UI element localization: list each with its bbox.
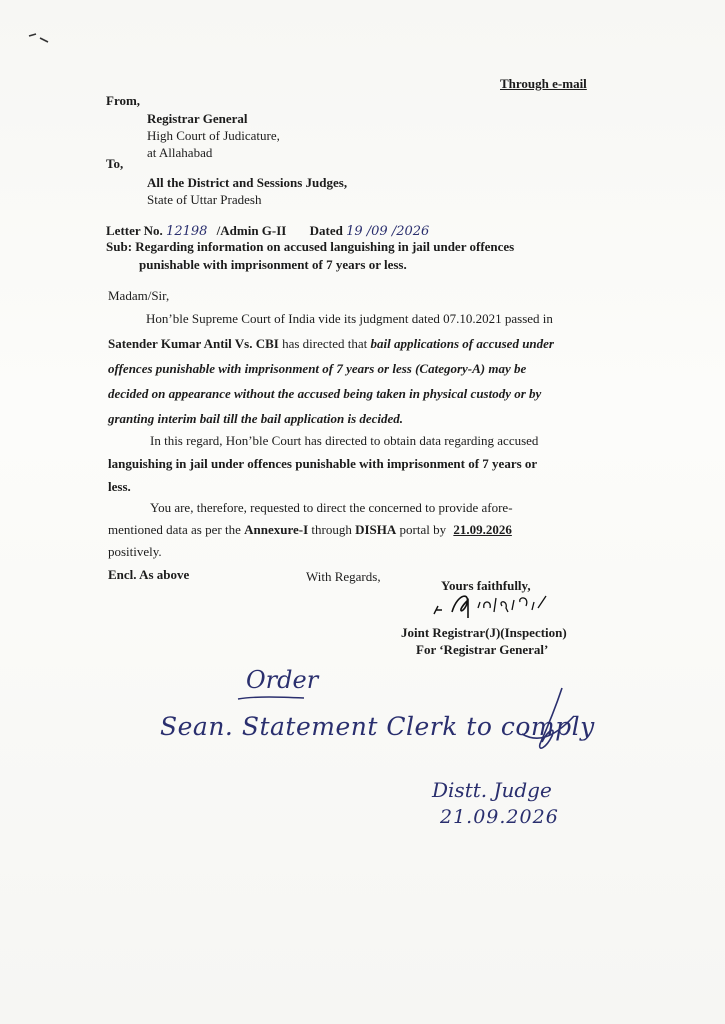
para3-text-b: through xyxy=(308,522,356,537)
letter-number: 12198 xyxy=(166,224,208,239)
para1-line2 xyxy=(108,336,554,352)
through-email-label: Through e-mail xyxy=(500,76,587,91)
handwritten-instruction: Sean. Statement Clerk to comply xyxy=(160,712,595,741)
para3-text-a: mentioned data as per the xyxy=(108,522,245,537)
salutation: Madam/Sir, xyxy=(108,288,170,303)
letter-line xyxy=(106,223,429,239)
subject-label: Sub: xyxy=(106,239,133,254)
para1-line1: Hon’ble Supreme Court of India vide its judgment dated 07.10.2021 passed in xyxy=(146,311,553,326)
subject-text-1: Regarding information on accused languishing in jail under offences xyxy=(135,239,515,254)
from-line2: at Allahabad xyxy=(147,145,213,160)
enclosure-note: Encl. As above xyxy=(108,567,190,582)
para3-line2 xyxy=(108,522,512,538)
para2-line2: languishing in jail under offences punishable with imprisonment of 7 years or xyxy=(108,456,538,471)
deadline-date: 21.09.2026 xyxy=(453,522,512,537)
letter-no-label: Letter No. xyxy=(106,223,163,238)
subject-text-2: punishable with imprisonment of 7 years or less. xyxy=(139,257,407,272)
endorsement-flourish xyxy=(512,686,582,764)
yours-faithfully: Yours faithfully, xyxy=(441,578,531,593)
order-underline xyxy=(236,694,306,702)
para1-line2-text: has directed that xyxy=(278,336,371,351)
from-line1: High Court of Judicature, xyxy=(147,128,280,143)
para3-line1: You are, therefore, requested to direct the concerned to provide afore- xyxy=(150,500,513,515)
to-line1: State of Uttar Pradesh xyxy=(147,192,262,207)
para3-line3: positively. xyxy=(108,544,162,559)
handwritten-order: Order xyxy=(246,666,319,694)
subject-line1 xyxy=(106,239,514,255)
para1-line4: decided on appearance without the accused being taken in physical custody or by xyxy=(108,386,542,401)
scan-mark xyxy=(28,30,50,44)
admin-ref: /Admin G-II xyxy=(216,223,287,238)
para1-line3: offences punishable with imprisonment of 7 years or less (Category-A) may be xyxy=(108,361,527,376)
signatory-designation: Joint Registrar(J)(Inspection) xyxy=(401,625,567,640)
handwritten-judge: Distt. Judge xyxy=(432,778,552,802)
para2-line3: less. xyxy=(108,479,131,494)
letter-date: 19 /09 /2026 xyxy=(346,224,430,239)
from-name: Registrar General xyxy=(147,111,248,126)
para1-line5: granting interim bail till the bail application is decided. xyxy=(108,411,404,426)
dated-label: Dated xyxy=(309,223,343,238)
with-regards: With Regards, xyxy=(306,569,381,584)
para2-line1: In this regard, Hon’ble Court has directed to obtain data regarding accused xyxy=(150,433,539,448)
registrar-signature xyxy=(428,588,568,622)
case-name: Satender Kumar Antil Vs. CBI xyxy=(108,336,279,351)
signatory-for: For ‘Registrar General’ xyxy=(416,642,549,657)
portal-name: DISHA xyxy=(355,522,397,537)
handwritten-date: 21.09.2026 xyxy=(440,806,559,828)
para1-line2-italic: bail applications of accused under xyxy=(370,336,554,351)
to-label: To, xyxy=(106,156,124,171)
to-name: All the District and Sessions Judges, xyxy=(147,175,348,190)
annexure-ref: Annexure-I xyxy=(244,522,309,537)
para3-text-c: portal by xyxy=(396,522,450,537)
from-label: From, xyxy=(106,93,141,108)
